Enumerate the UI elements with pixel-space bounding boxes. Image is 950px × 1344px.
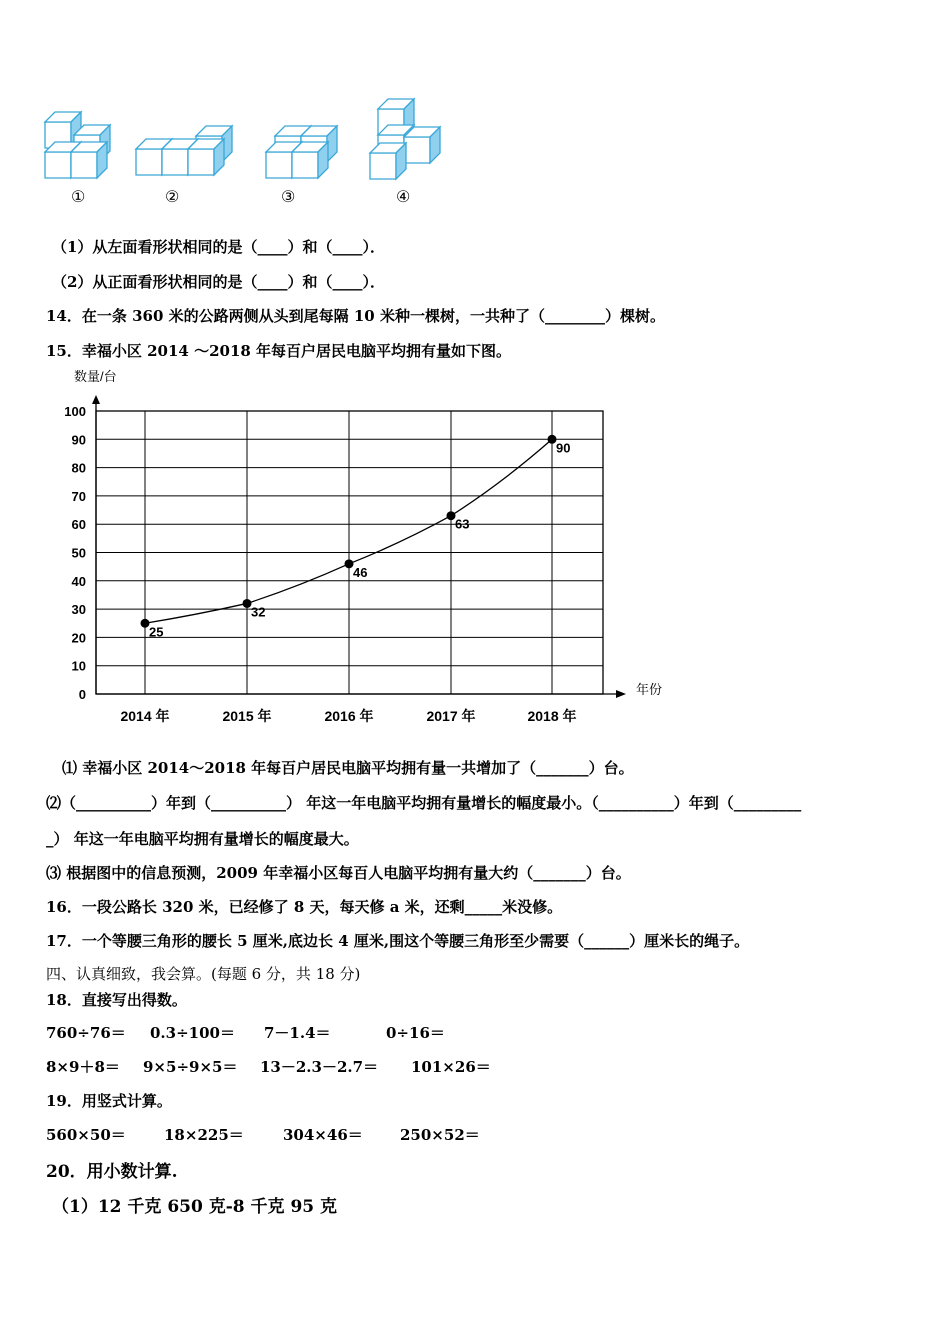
chart-y-tick-label: 40: [71, 573, 86, 589]
q18-item: 101×26＝: [411, 1058, 491, 1076]
q18-item: 0.3÷100＝: [150, 1024, 235, 1042]
chart-y-tick-label: 90: [71, 432, 86, 448]
q18-item: 8×9＋8＝: [46, 1058, 120, 1076]
chart-y-tick-label: 100: [64, 404, 86, 419]
q19-item: 304×46＝: [283, 1126, 363, 1144]
figure-label-3: ③: [281, 187, 296, 206]
q15-sub2-line1: ⑵（__________）年到（__________） 年这一年电脑平均拥有量增长的幅度最小。（__________）年到（_________: [46, 794, 802, 812]
question-17: 17．一个等腰三角形的腰长 5 厘米,底边长 4 厘米,围这个等腰三角形至少需要（______）厘米长的绳子。: [46, 932, 750, 950]
cube-figures: [0, 0, 950, 215]
chart-y-tick-label: 80: [71, 460, 86, 476]
chart-x-tick-label: 2018 年: [527, 708, 577, 724]
chart-grid: [92, 395, 626, 698]
chart-data-label: 63: [455, 516, 470, 532]
chart-y-tick-label: 20: [71, 630, 86, 646]
chart-x-axis-arrow: [616, 690, 626, 698]
chart-data-label: 25: [149, 624, 164, 640]
chart-y-tick-label: 10: [71, 658, 86, 674]
chart-y-tick-label: 30: [71, 602, 86, 618]
cube-figure-2: [136, 126, 232, 175]
cube-figure-3: [266, 126, 337, 178]
section-4-heading: 四、认真细致，我会算。(每题 6 分，共 18 分): [46, 965, 361, 983]
q19-row: [46, 1124, 480, 1145]
q18-item: 760÷76＝: [46, 1024, 126, 1042]
chart-y-tick-label: 70: [71, 488, 86, 504]
q19-item: 560×50＝: [46, 1126, 126, 1144]
chart-y-tick-label: 0: [78, 687, 86, 702]
chart-point: [141, 619, 150, 628]
q20-part1: （1）12 千克 650 克-8 千克 95 克: [52, 1197, 338, 1217]
chart-frame: [96, 411, 603, 694]
chart-series-line: [145, 439, 552, 623]
chart-point: [548, 435, 557, 444]
chart-y-axis-label: 数量/台: [74, 369, 117, 384]
q19-item: 250×52＝: [400, 1126, 480, 1144]
chart-points: [141, 435, 571, 639]
cube-figure-1: [45, 112, 110, 178]
question-14: 14．在一条 360 米的公路两侧从头到尾每隔 10 米种一棵树，一共种了（________）棵树。: [46, 307, 665, 325]
q18-item: 9×5÷9×5＝: [143, 1058, 238, 1076]
chart-point: [447, 511, 456, 520]
chart-data-label: 46: [353, 564, 368, 580]
cube-figure-4: [370, 99, 440, 179]
chart-y-tick-label: 50: [71, 545, 86, 561]
q18-row-1: [46, 1022, 445, 1043]
q18-item: 7－1.4＝: [264, 1024, 331, 1042]
question-15-title: 15．幸福小区 2014 ～2018 年每百户居民电脑平均拥有量如下图。: [46, 342, 512, 360]
question-20-title: 20．用小数计算.: [46, 1162, 178, 1182]
question-18-title: 18．直接写出得数。: [46, 991, 187, 1009]
q15-sub3: ⑶ 根据图中的信息预测，2009 年幸福小区每百人电脑平均拥有量大约（_______）台。: [46, 864, 631, 882]
q19-item: 18×225＝: [164, 1126, 244, 1144]
chart-data-label: 90: [556, 440, 571, 456]
figure-label-2: ②: [165, 187, 180, 206]
question-19-title: 19．用竖式计算。: [46, 1092, 172, 1110]
chart-x-tick-label: 2016 年: [324, 708, 374, 724]
figure-label-4: ④: [396, 187, 411, 206]
q13-part2: （2）从正面看形状相同的是（____）和（____）．: [52, 273, 385, 291]
chart-x-tick-label: 2014 年: [120, 708, 170, 724]
chart-x-axis-label: 年份: [636, 682, 663, 697]
chart-data-label: 32: [251, 604, 266, 620]
q13-part1: （1）从左面看形状相同的是（____）和（____）．: [52, 238, 385, 256]
q18-item: 13－2.3－2.7＝: [260, 1058, 379, 1076]
chart-x-tick-label: 2017 年: [426, 708, 476, 724]
chart-point: [243, 599, 252, 608]
chart-y-ticks: [64, 404, 86, 702]
chart-x-tick-label: 2015 年: [222, 708, 272, 724]
chart-y-axis-arrow: [92, 395, 100, 404]
q15-sub2-line2: _） 年这一年电脑平均拥有量增长的幅度最大。: [46, 830, 359, 848]
chart-y-tick-label: 60: [71, 517, 86, 533]
chart-x-ticks: [120, 708, 576, 724]
figure-label-1: ①: [71, 187, 86, 206]
chart-point: [345, 559, 354, 568]
q18-row-2: [46, 1056, 491, 1077]
question-16: 16．一段公路长 320 米，已经修了 8 天，每天修 a 米，还剩_____米没修。: [46, 898, 563, 916]
q15-sub1: ⑴ 幸福小区 2014～2018 年每百户居民电脑平均拥有量一共增加了（_______）台。: [62, 759, 634, 777]
q18-item: 0÷16＝: [386, 1024, 445, 1042]
